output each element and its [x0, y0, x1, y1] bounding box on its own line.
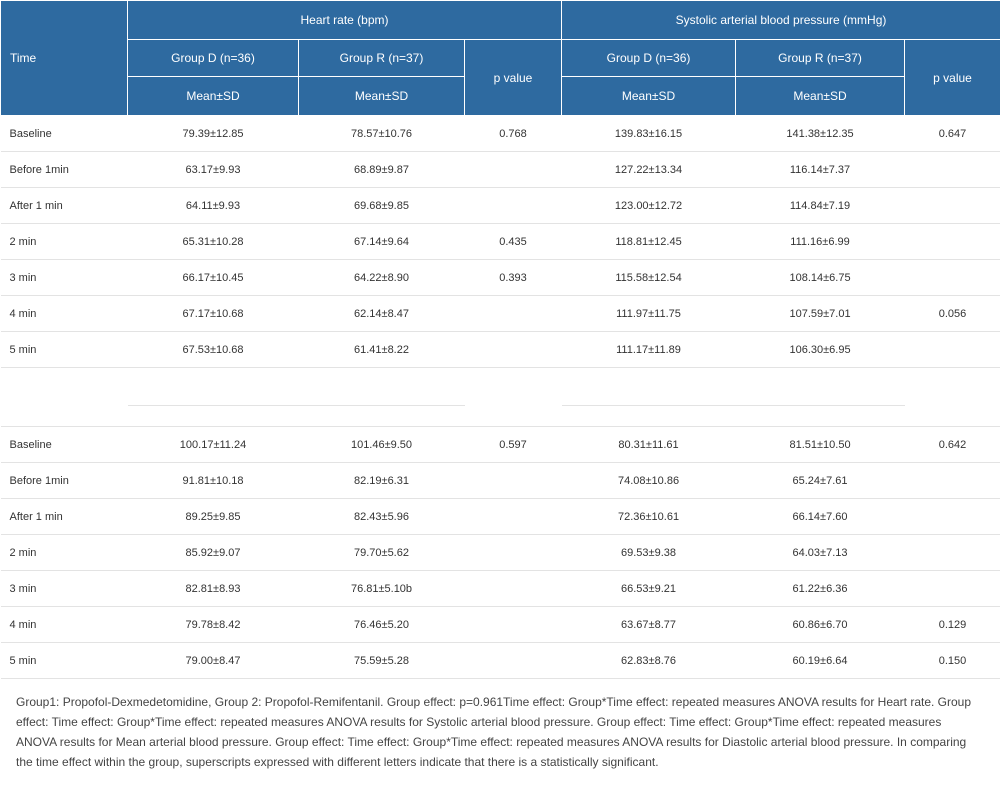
- time-header: Time: [1, 1, 128, 116]
- sbp-p-value-cell: 0.056: [905, 296, 1000, 332]
- sbp-group-r-cell: 116.14±7.37: [736, 152, 905, 188]
- sbp-p-value-cell: 0.642: [905, 427, 1000, 463]
- time-cell: 3 min: [1, 571, 128, 607]
- sbp-group-r-cell: 106.30±6.95: [736, 332, 905, 368]
- time-cell: Baseline: [1, 116, 128, 152]
- hr-group-d-cell: 82.81±8.93: [128, 571, 299, 607]
- hr-group-d-cell: 79.00±8.47: [128, 643, 299, 679]
- time-cell: After 1 min: [1, 499, 128, 535]
- hr-group-d-cell: 89.25±9.85: [128, 499, 299, 535]
- divider-cell: [128, 368, 299, 406]
- hr-p-value-cell: 0.597: [465, 427, 562, 463]
- time-cell: 5 min: [1, 332, 128, 368]
- sbp-group-d-cell: 123.00±12.72: [562, 188, 736, 224]
- divider-cell: [562, 368, 736, 406]
- table-row: [1, 188, 1000, 224]
- hr-group-r-cell: 62.14±8.47: [299, 296, 465, 332]
- sbp-p-value-cell: [905, 152, 1000, 188]
- hr-group-r-cell: 79.70±5.62: [299, 535, 465, 571]
- section-divider-row: [1, 368, 1000, 406]
- sbp-group-r-cell: 107.59±7.01: [736, 296, 905, 332]
- sbp-group-r-cell: 64.03±7.13: [736, 535, 905, 571]
- hr-p-value-cell: 0.768: [465, 116, 562, 152]
- hr-p-value-cell: [465, 332, 562, 368]
- time-cell: 4 min: [1, 607, 128, 643]
- time-cell: Before 1min: [1, 463, 128, 499]
- table-row: [1, 607, 1000, 643]
- divider-cell: [1, 368, 128, 406]
- hr-group-r-cell: 78.57±10.76: [299, 116, 465, 152]
- heart-rate-header: Heart rate (bpm): [128, 1, 562, 40]
- hr-group-d-header: Group D (n=36): [128, 40, 299, 77]
- sbp-group-r-header: Group R (n=37): [736, 40, 905, 77]
- table-row: [1, 427, 1000, 463]
- sbp-group-d-cell: 74.08±10.86: [562, 463, 736, 499]
- divider-cell: [128, 406, 299, 427]
- hr-p-value-cell: 0.435: [465, 224, 562, 260]
- table-footnote: Group1: Propofol-Dexmedetomidine, Group 2: Propofol-Remifentanil. Group effect: p=0.961Time effect: Group*Time effect: repeated measures ANOVA results for Heart rate. Group effect: Time effect: Group*Time effect: repeated measures ANOVA results for Systolic arterial blood pressure. Group effect: Time effect: Group*Time effect: repeated measures ANOVA results for Mean arterial blood pressure. Group effect: Time effect: Group*Time effect: repeated measures ANOVA results for Diastolic arterial blood pressure. In comparing the time effect within the group, superscripts expressed with different letters indicate that there is a statistically significant.: [16, 695, 972, 769]
- sbp-p-value-cell: 0.150: [905, 643, 1000, 679]
- sbp-group-r-cell: 81.51±10.50: [736, 427, 905, 463]
- hr-group-r-mean-sd-header: Mean±SD: [299, 77, 465, 116]
- hr-p-value-cell: [465, 643, 562, 679]
- hr-group-d-cell: 100.17±11.24: [128, 427, 299, 463]
- table-row: [1, 463, 1000, 499]
- hr-group-r-cell: 82.19±6.31: [299, 463, 465, 499]
- sbp-group-d-cell: 66.53±9.21: [562, 571, 736, 607]
- sbp-p-value-cell: 0.129: [905, 607, 1000, 643]
- table-row: [1, 643, 1000, 679]
- table-row: [1, 224, 1000, 260]
- sbp-p-value-cell: [905, 332, 1000, 368]
- hr-group-d-cell: 91.81±10.18: [128, 463, 299, 499]
- divider-cell: [465, 368, 562, 406]
- divider-cell: [465, 406, 562, 427]
- sbp-group-d-cell: 111.17±11.89: [562, 332, 736, 368]
- sbp-group-d-cell: 80.31±11.61: [562, 427, 736, 463]
- divider-cell: [905, 368, 1000, 406]
- hr-group-d-cell: 63.17±9.93: [128, 152, 299, 188]
- hr-group-r-cell: 82.43±5.96: [299, 499, 465, 535]
- hr-group-d-cell: 67.17±10.68: [128, 296, 299, 332]
- hr-p-value-cell: [465, 535, 562, 571]
- hr-group-d-cell: 79.78±8.42: [128, 607, 299, 643]
- hr-group-r-cell: 61.41±8.22: [299, 332, 465, 368]
- time-cell: 5 min: [1, 643, 128, 679]
- divider-cell: [1, 406, 128, 427]
- hr-group-r-cell: 64.22±8.90: [299, 260, 465, 296]
- time-cell: 3 min: [1, 260, 128, 296]
- time-cell: 2 min: [1, 224, 128, 260]
- sbp-p-value-cell: [905, 463, 1000, 499]
- time-cell: Baseline: [1, 427, 128, 463]
- hr-group-r-cell: 101.46±9.50: [299, 427, 465, 463]
- systolic-bp-header: Systolic arterial blood pressure (mmHg): [562, 1, 1000, 40]
- table-row: [1, 152, 1000, 188]
- hr-group-d-mean-sd-header: Mean±SD: [128, 77, 299, 116]
- table-row: [1, 296, 1000, 332]
- sbp-group-r-cell: 66.14±7.60: [736, 499, 905, 535]
- sbp-group-d-cell: 111.97±11.75: [562, 296, 736, 332]
- sbp-p-value-cell: [905, 499, 1000, 535]
- divider-cell: [905, 406, 1000, 427]
- sbp-group-r-mean-sd-header: Mean±SD: [736, 77, 905, 116]
- table-row: [1, 535, 1000, 571]
- table-row: [1, 332, 1000, 368]
- sbp-group-d-cell: 72.36±10.61: [562, 499, 736, 535]
- sbp-group-r-cell: 108.14±6.75: [736, 260, 905, 296]
- table-row: [1, 260, 1000, 296]
- sbp-group-d-cell: 127.22±13.34: [562, 152, 736, 188]
- sbp-group-r-cell: 60.19±6.64: [736, 643, 905, 679]
- divider-cell: [299, 406, 465, 427]
- hr-p-value-cell: [465, 188, 562, 224]
- hr-group-r-cell: 75.59±5.28: [299, 643, 465, 679]
- table-body: [1, 116, 1000, 679]
- hr-group-r-cell: 68.89±9.87: [299, 152, 465, 188]
- hr-group-r-cell: 69.68±9.85: [299, 188, 465, 224]
- hr-group-d-cell: 79.39±12.85: [128, 116, 299, 152]
- hr-p-value-cell: [465, 499, 562, 535]
- table-row: [1, 499, 1000, 535]
- sbp-group-r-cell: 65.24±7.61: [736, 463, 905, 499]
- hr-p-value-cell: [465, 607, 562, 643]
- sbp-group-d-cell: 118.81±12.45: [562, 224, 736, 260]
- hr-p-value-cell: [465, 152, 562, 188]
- sbp-group-r-cell: 114.84±7.19: [736, 188, 905, 224]
- sbp-p-value-cell: 0.647: [905, 116, 1000, 152]
- hr-group-d-cell: 65.31±10.28: [128, 224, 299, 260]
- hr-group-d-cell: 67.53±10.68: [128, 332, 299, 368]
- sbp-group-d-cell: 63.67±8.77: [562, 607, 736, 643]
- divider-cell: [299, 368, 465, 406]
- sbp-group-d-cell: 69.53±9.38: [562, 535, 736, 571]
- sbp-group-r-cell: 111.16±6.99: [736, 224, 905, 260]
- sbp-group-d-cell: 139.83±16.15: [562, 116, 736, 152]
- section-divider-row: [1, 406, 1000, 427]
- sbp-group-r-cell: 61.22±6.36: [736, 571, 905, 607]
- sbp-group-d-cell: 62.83±8.76: [562, 643, 736, 679]
- hr-group-d-cell: 66.17±10.45: [128, 260, 299, 296]
- hr-p-value-cell: 0.393: [465, 260, 562, 296]
- hr-group-r-cell: 67.14±9.64: [299, 224, 465, 260]
- hr-group-r-cell: 76.81±5.10b: [299, 571, 465, 607]
- hr-group-d-cell: 64.11±9.93: [128, 188, 299, 224]
- sbp-group-r-cell: 60.86±6.70: [736, 607, 905, 643]
- table-header: [1, 1, 1000, 116]
- time-cell: After 1 min: [1, 188, 128, 224]
- sbp-p-value-cell: [905, 224, 1000, 260]
- time-cell: 4 min: [1, 296, 128, 332]
- hr-p-value-cell: [465, 571, 562, 607]
- sbp-p-value-cell: [905, 188, 1000, 224]
- sbp-p-value-header: p value: [905, 40, 1000, 116]
- time-cell: 2 min: [1, 535, 128, 571]
- sbp-p-value-cell: [905, 535, 1000, 571]
- divider-cell: [562, 406, 736, 427]
- divider-cell: [736, 368, 905, 406]
- hr-p-value-cell: [465, 463, 562, 499]
- sbp-p-value-cell: [905, 571, 1000, 607]
- table-row: [1, 571, 1000, 607]
- sbp-p-value-cell: [905, 260, 1000, 296]
- hr-group-r-cell: 76.46±5.20: [299, 607, 465, 643]
- divider-cell: [736, 406, 905, 427]
- sbp-group-r-cell: 141.38±12.35: [736, 116, 905, 152]
- table-row: [1, 116, 1000, 152]
- hr-group-d-cell: 85.92±9.07: [128, 535, 299, 571]
- sbp-group-d-header: Group D (n=36): [562, 40, 736, 77]
- hr-p-value-cell: [465, 296, 562, 332]
- hr-p-value-header: p value: [465, 40, 562, 116]
- sbp-group-d-mean-sd-header: Mean±SD: [562, 77, 736, 116]
- sbp-group-d-cell: 115.58±12.54: [562, 260, 736, 296]
- time-cell: Before 1min: [1, 152, 128, 188]
- hr-group-r-header: Group R (n=37): [299, 40, 465, 77]
